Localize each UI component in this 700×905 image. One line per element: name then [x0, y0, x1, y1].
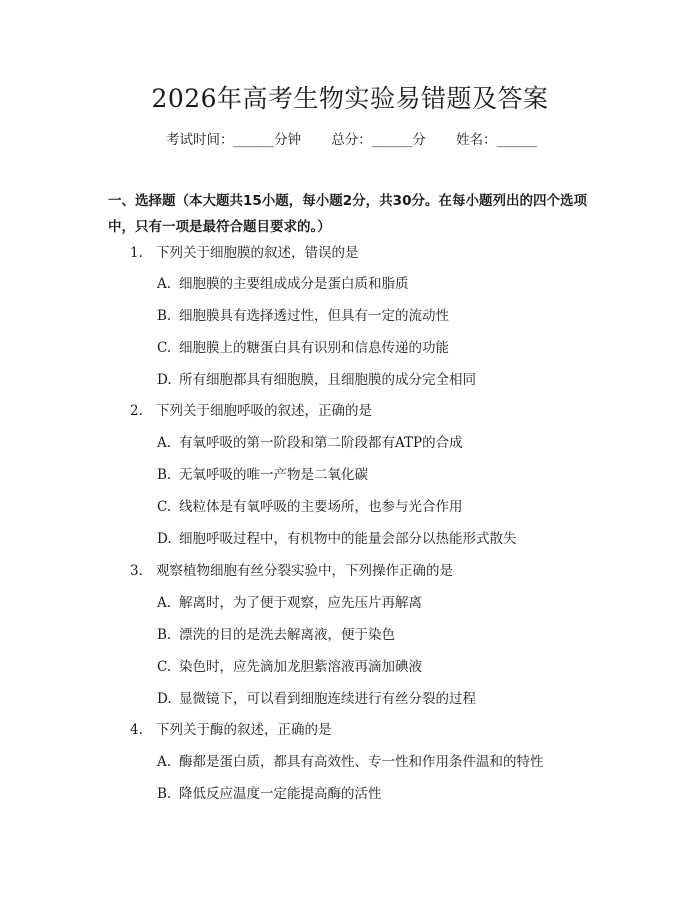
option-letter: B.	[157, 627, 172, 643]
option-letter: A.	[157, 754, 172, 770]
student-name-field: 姓名：______	[456, 132, 538, 148]
section-heading: 一、选择题（本大题共15小题，每小题2分，共30分。在每小题列出的四个选项中，只有一项是最符合题目要求的。）	[108, 193, 587, 235]
question-3-option-d	[157, 689, 476, 709]
question-3	[130, 561, 453, 581]
exam-time-field: 考试时间：______分钟	[166, 132, 301, 148]
option-letter: B.	[157, 467, 172, 483]
option-text: 无氧呼吸的唯一产物是二氧化碳	[179, 467, 368, 483]
question-2-option-b	[157, 465, 368, 485]
question-1	[130, 243, 359, 263]
option-text: 所有细胞都具有细胞膜，且细胞膜的成分完全相同	[179, 372, 476, 388]
exam-info-row	[166, 130, 537, 150]
option-text: 细胞膜具有选择透过性，但具有一定的流动性	[179, 308, 449, 324]
question-2	[130, 401, 372, 421]
option-letter: D.	[157, 531, 172, 547]
question-1-option-d	[157, 370, 476, 390]
question-3-option-a	[157, 593, 422, 613]
option-letter: B.	[157, 308, 172, 324]
question-2-option-a	[157, 433, 463, 453]
option-letter: D.	[157, 372, 172, 388]
question-4-option-b	[157, 784, 382, 804]
total-score-field: 总分：______分	[331, 132, 426, 148]
question-number: 4.	[130, 722, 143, 738]
question-2-option-d	[157, 529, 517, 549]
question-stem: 观察植物细胞有丝分裂实验中，下列操作正确的是	[156, 563, 453, 579]
option-text: 显微镜下，可以看到细胞连续进行有丝分裂的过程	[179, 691, 476, 707]
question-1-option-a	[157, 274, 409, 294]
option-text: 染色时，应先滴加龙胆紫溶液再滴加碘液	[179, 659, 422, 675]
option-letter: C.	[157, 659, 172, 675]
question-3-option-b	[157, 625, 395, 645]
option-text: 细胞膜的主要组成成分是蛋白质和脂质	[179, 276, 409, 292]
option-letter: A.	[157, 435, 172, 451]
option-text: 漂洗的目的是洗去解离液，便于染色	[179, 627, 395, 643]
question-1-option-c	[157, 338, 449, 358]
option-letter: A.	[157, 276, 172, 292]
option-letter: C.	[157, 499, 172, 515]
question-2-option-c	[157, 497, 463, 517]
question-number: 2.	[130, 403, 143, 419]
question-4-option-a	[157, 752, 544, 772]
question-stem: 下列关于酶的叙述，正确的是	[156, 722, 332, 738]
question-number: 3.	[130, 563, 143, 579]
option-letter: D.	[157, 691, 172, 707]
option-letter: C.	[157, 340, 172, 356]
question-4	[130, 720, 332, 740]
option-text: 细胞膜上的糖蛋白具有识别和信息传递的功能	[179, 340, 449, 356]
option-text: 线粒体是有氧呼吸的主要场所，也参与光合作用	[179, 499, 463, 515]
option-text: 降低反应温度一定能提高酶的活性	[179, 786, 382, 802]
option-text: 有氧呼吸的第一阶段和第二阶段都有ATP的合成	[179, 435, 463, 451]
question-stem: 下列关于细胞膜的叙述，错误的是	[156, 245, 359, 261]
option-letter: A.	[157, 595, 172, 611]
page-title: 2026年高考生物实验易错题及答案	[151, 84, 549, 113]
question-3-option-c	[157, 657, 422, 677]
option-text: 解离时，为了便于观察，应先压片再解离	[179, 595, 422, 611]
option-letter: B.	[157, 786, 172, 802]
question-stem: 下列关于细胞呼吸的叙述，正确的是	[156, 403, 372, 419]
option-text: 细胞呼吸过程中，有机物中的能量会部分以热能形式散失	[179, 531, 517, 547]
question-number: 1.	[130, 245, 143, 261]
question-1-option-b	[157, 306, 449, 326]
option-text: 酶都是蛋白质，都具有高效性、专一性和作用条件温和的特性	[179, 754, 544, 770]
